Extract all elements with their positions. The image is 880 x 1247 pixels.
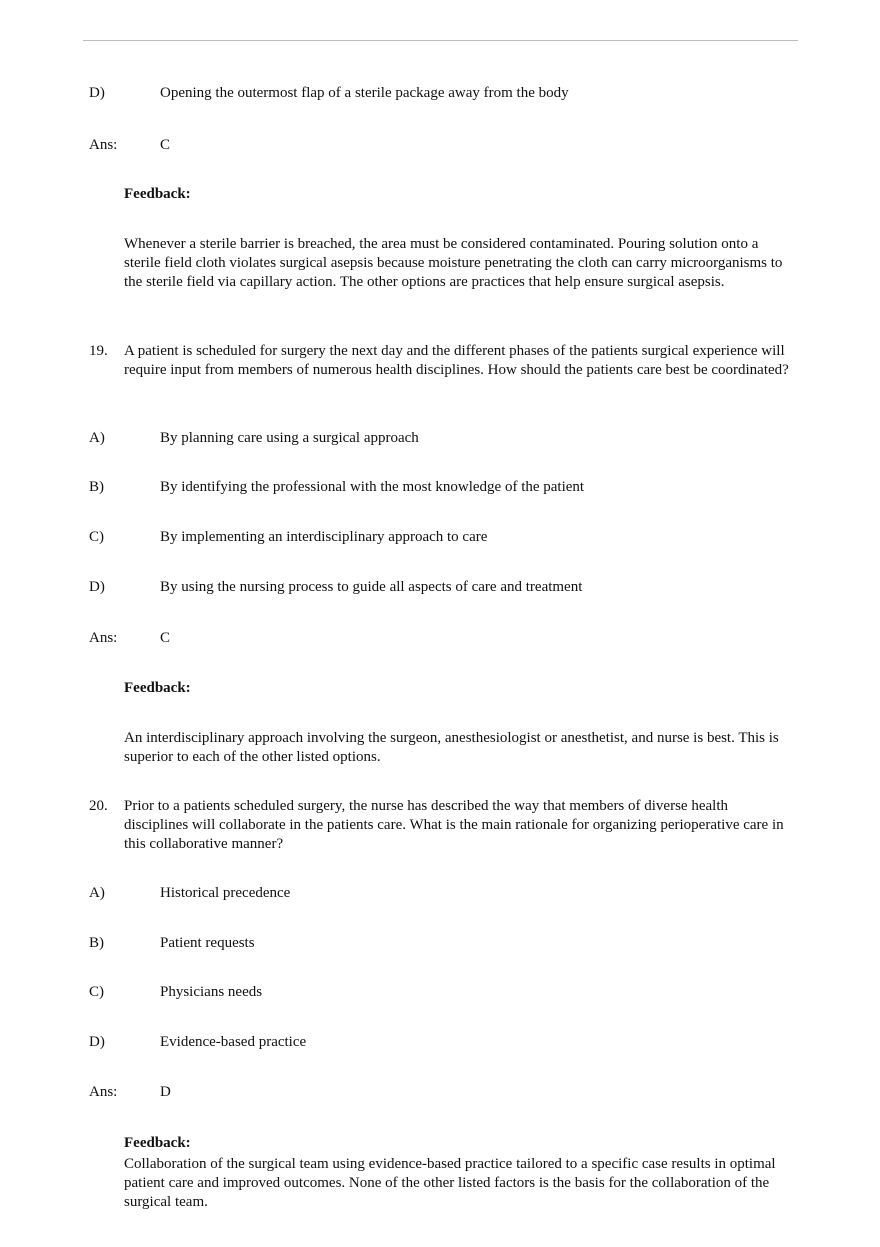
answer-label: Ans: [89, 630, 118, 646]
option-text: Physicians needs [160, 984, 263, 1000]
q20-answer [89, 1083, 171, 1102]
option-text: Opening the outermost flap of a sterile package away from the body [160, 85, 569, 101]
q19-feedback-heading: Feedback: [124, 680, 191, 696]
question-number-20: 20. [89, 798, 108, 814]
option-text: By using the nursing process to guide all aspects of care and treatment [160, 579, 583, 595]
option-label: B) [89, 479, 104, 495]
option-text: Historical precedence [160, 885, 291, 901]
question-text-19: A patient is scheduled for surgery the next day and the different phases of the patients surgical experience will require input from members of numerous health disciplines. How should the patients care best be coordinated? [124, 343, 789, 378]
answer-label: Ans: [89, 1084, 118, 1100]
answer-prev [89, 136, 170, 155]
q20-option-a [89, 884, 290, 903]
q20-feedback-heading: Feedback: [124, 1135, 191, 1151]
q19-feedback-text: An interdisciplinary approach involving the surgeon, anesthesiologist or anesthetist, and nurse is best. This is superior to each of the other listed options. [124, 730, 779, 765]
option-text: By implementing an interdisciplinary approach to care [160, 529, 488, 545]
question-number-19: 19. [89, 343, 108, 359]
option-label: C) [89, 984, 104, 1000]
q19-option-c [89, 528, 487, 547]
q20-option-d [89, 1033, 306, 1052]
option-text: Patient requests [160, 935, 255, 951]
feedback-text-prev: Whenever a sterile barrier is breached, the area must be considered contaminated. Pouring solution onto a sterile field cloth violates surgical asepsis because moisture penetrating the cloth can carry microorganisms to the sterile field via capillary action. The other options are practices that help ensure surgical asepsis. [124, 236, 783, 290]
option-text: By planning care using a surgical approach [160, 430, 419, 446]
feedback-heading-prev: Feedback: [124, 186, 191, 202]
option-label: D) [89, 579, 105, 595]
q19-option-a [89, 429, 419, 448]
option-text: By identifying the professional with the most knowledge of the patient [160, 479, 585, 495]
option-label: B) [89, 935, 104, 951]
question-text-20: Prior to a patients scheduled surgery, the nurse has described the way that members of diverse health disciplines will collaborate in the patients care. What is the main rationale for organizing perioperative care in this collaborative manner? [124, 798, 784, 852]
option-text: Evidence-based practice [160, 1034, 307, 1050]
answer-label: Ans: [89, 137, 118, 153]
option-label: C) [89, 529, 104, 545]
option-label: D) [89, 1034, 105, 1050]
option-label: D) [89, 85, 105, 101]
answer-value: D [160, 1084, 171, 1100]
option-label: A) [89, 430, 105, 446]
q19-answer [89, 629, 170, 648]
header-divider [83, 40, 798, 41]
option-d-prev [89, 84, 569, 103]
q20-option-b [89, 934, 255, 953]
q20-option-c [89, 983, 262, 1002]
q19-option-d [89, 578, 582, 597]
q19-option-b [89, 478, 584, 497]
answer-value: C [160, 630, 171, 646]
answer-value: C [160, 137, 171, 153]
q20-feedback-text: Collaboration of the surgical team using evidence-based practice tailored to a specific case results in optimal patient care and improved outcomes. None of the other listed factors is the basis for the collaboration of the surgical team. [124, 1156, 776, 1210]
option-label: A) [89, 885, 105, 901]
